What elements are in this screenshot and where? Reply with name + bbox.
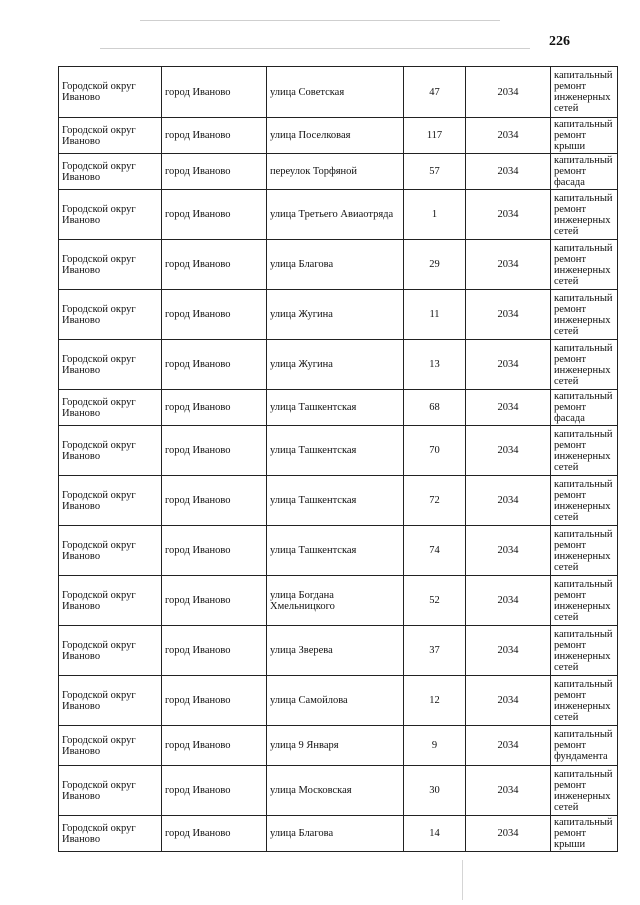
city-cell: город Иваново	[162, 476, 267, 526]
house-number-cell: 47	[404, 67, 466, 118]
table-row	[59, 154, 618, 190]
house-number-cell: 68	[404, 390, 466, 426]
table-row	[59, 676, 618, 726]
table-row	[59, 766, 618, 816]
city-cell: город Иваново	[162, 676, 267, 726]
year-cell: 2034	[466, 626, 551, 676]
year-cell: 2034	[466, 476, 551, 526]
city-cell: город Иваново	[162, 154, 267, 190]
scan-noise-line	[462, 860, 463, 900]
municipality-cell: Городской округ Иваново	[59, 476, 162, 526]
work-type-cell: капитальный ремонт инженерных сетей	[551, 766, 618, 816]
year-cell: 2034	[466, 290, 551, 340]
municipality-cell: Городской округ Иваново	[59, 726, 162, 766]
city-cell: город Иваново	[162, 766, 267, 816]
table-row	[59, 390, 618, 426]
scan-noise-line	[140, 20, 500, 21]
table-row	[59, 576, 618, 626]
year-cell: 2034	[466, 426, 551, 476]
work-type-cell: капитальный ремонт инженерных сетей	[551, 626, 618, 676]
year-cell: 2034	[466, 576, 551, 626]
work-type-cell: капитальный ремонт инженерных сетей	[551, 290, 618, 340]
house-number-cell: 57	[404, 154, 466, 190]
street-cell: улица Благова	[267, 240, 404, 290]
municipality-cell: Городской округ Иваново	[59, 576, 162, 626]
municipality-cell: Городской округ Иваново	[59, 154, 162, 190]
municipality-cell: Городской округ Иваново	[59, 240, 162, 290]
street-cell: улица Жугина	[267, 290, 404, 340]
year-cell: 2034	[466, 766, 551, 816]
work-type-cell: капитальный ремонт инженерных сетей	[551, 676, 618, 726]
table-row	[59, 340, 618, 390]
register-table-body	[59, 67, 618, 852]
house-number-cell: 70	[404, 426, 466, 476]
work-type-cell: капитальный ремонт фасада	[551, 390, 618, 426]
municipality-cell: Городской округ Иваново	[59, 526, 162, 576]
register-table	[58, 66, 618, 852]
work-type-cell: капитальный ремонт инженерных сетей	[551, 190, 618, 240]
city-cell: город Иваново	[162, 576, 267, 626]
house-number-cell: 72	[404, 476, 466, 526]
house-number-cell: 12	[404, 676, 466, 726]
city-cell: город Иваново	[162, 526, 267, 576]
table-row	[59, 190, 618, 240]
street-cell: улица 9 Января	[267, 726, 404, 766]
city-cell: город Иваново	[162, 726, 267, 766]
street-cell: улица Ташкентская	[267, 390, 404, 426]
municipality-cell: Городской округ Иваново	[59, 626, 162, 676]
work-type-cell: капитальный ремонт крыши	[551, 118, 618, 154]
table-row	[59, 726, 618, 766]
street-cell: улица Советская	[267, 67, 404, 118]
table-row	[59, 240, 618, 290]
table-row	[59, 118, 618, 154]
house-number-cell: 30	[404, 766, 466, 816]
year-cell: 2034	[466, 676, 551, 726]
municipality-cell: Городской округ Иваново	[59, 118, 162, 154]
year-cell: 2034	[466, 190, 551, 240]
street-cell: улица Зверева	[267, 626, 404, 676]
house-number-cell: 74	[404, 526, 466, 576]
street-cell: улица Ташкентская	[267, 476, 404, 526]
city-cell: город Иваново	[162, 190, 267, 240]
work-type-cell: капитальный ремонт инженерных сетей	[551, 67, 618, 118]
year-cell: 2034	[466, 526, 551, 576]
page-number: 226	[549, 34, 570, 49]
work-type-cell: капитальный ремонт крыши	[551, 816, 618, 852]
municipality-cell: Городской округ Иваново	[59, 67, 162, 118]
work-type-cell: капитальный ремонт фундамента	[551, 726, 618, 766]
house-number-cell: 29	[404, 240, 466, 290]
year-cell: 2034	[466, 240, 551, 290]
table-row	[59, 67, 618, 118]
table-row	[59, 290, 618, 340]
city-cell: город Иваново	[162, 626, 267, 676]
city-cell: город Иваново	[162, 67, 267, 118]
street-cell: улица Богдана Хмельницкого	[267, 576, 404, 626]
street-cell: улица Московская	[267, 766, 404, 816]
year-cell: 2034	[466, 154, 551, 190]
municipality-cell: Городской округ Иваново	[59, 426, 162, 476]
work-type-cell: капитальный ремонт инженерных сетей	[551, 576, 618, 626]
city-cell: город Иваново	[162, 240, 267, 290]
year-cell: 2034	[466, 816, 551, 852]
municipality-cell: Городской округ Иваново	[59, 816, 162, 852]
street-cell: улица Ташкентская	[267, 426, 404, 476]
municipality-cell: Городской округ Иваново	[59, 676, 162, 726]
street-cell: улица Ташкентская	[267, 526, 404, 576]
city-cell: город Иваново	[162, 290, 267, 340]
house-number-cell: 37	[404, 626, 466, 676]
year-cell: 2034	[466, 118, 551, 154]
municipality-cell: Городской округ Иваново	[59, 190, 162, 240]
house-number-cell: 52	[404, 576, 466, 626]
year-cell: 2034	[466, 67, 551, 118]
street-cell: улица Самойлова	[267, 676, 404, 726]
street-cell: улица Благова	[267, 816, 404, 852]
house-number-cell: 13	[404, 340, 466, 390]
work-type-cell: капитальный ремонт инженерных сетей	[551, 240, 618, 290]
city-cell: город Иваново	[162, 340, 267, 390]
city-cell: город Иваново	[162, 118, 267, 154]
work-type-cell: капитальный ремонт инженерных сетей	[551, 476, 618, 526]
house-number-cell: 9	[404, 726, 466, 766]
house-number-cell: 11	[404, 290, 466, 340]
municipality-cell: Городской округ Иваново	[59, 290, 162, 340]
municipality-cell: Городской округ Иваново	[59, 390, 162, 426]
year-cell: 2034	[466, 390, 551, 426]
municipality-cell: Городской округ Иваново	[59, 766, 162, 816]
work-type-cell: капитальный ремонт инженерных сетей	[551, 426, 618, 476]
street-cell: улица Третьего Авиаотряда	[267, 190, 404, 240]
city-cell: город Иваново	[162, 426, 267, 476]
house-number-cell: 117	[404, 118, 466, 154]
house-number-cell: 1	[404, 190, 466, 240]
city-cell: город Иваново	[162, 816, 267, 852]
table-row	[59, 626, 618, 676]
street-cell: улица Поселковая	[267, 118, 404, 154]
year-cell: 2034	[466, 726, 551, 766]
table-row	[59, 426, 618, 476]
street-cell: переулок Торфяной	[267, 154, 404, 190]
table-row	[59, 526, 618, 576]
city-cell: город Иваново	[162, 390, 267, 426]
work-type-cell: капитальный ремонт инженерных сетей	[551, 340, 618, 390]
street-cell: улица Жугина	[267, 340, 404, 390]
year-cell: 2034	[466, 340, 551, 390]
work-type-cell: капитальный ремонт инженерных сетей	[551, 526, 618, 576]
municipality-cell: Городской округ Иваново	[59, 340, 162, 390]
scan-noise-line	[100, 48, 530, 49]
table-row	[59, 476, 618, 526]
work-type-cell: капитальный ремонт фасада	[551, 154, 618, 190]
table-row	[59, 816, 618, 852]
house-number-cell: 14	[404, 816, 466, 852]
